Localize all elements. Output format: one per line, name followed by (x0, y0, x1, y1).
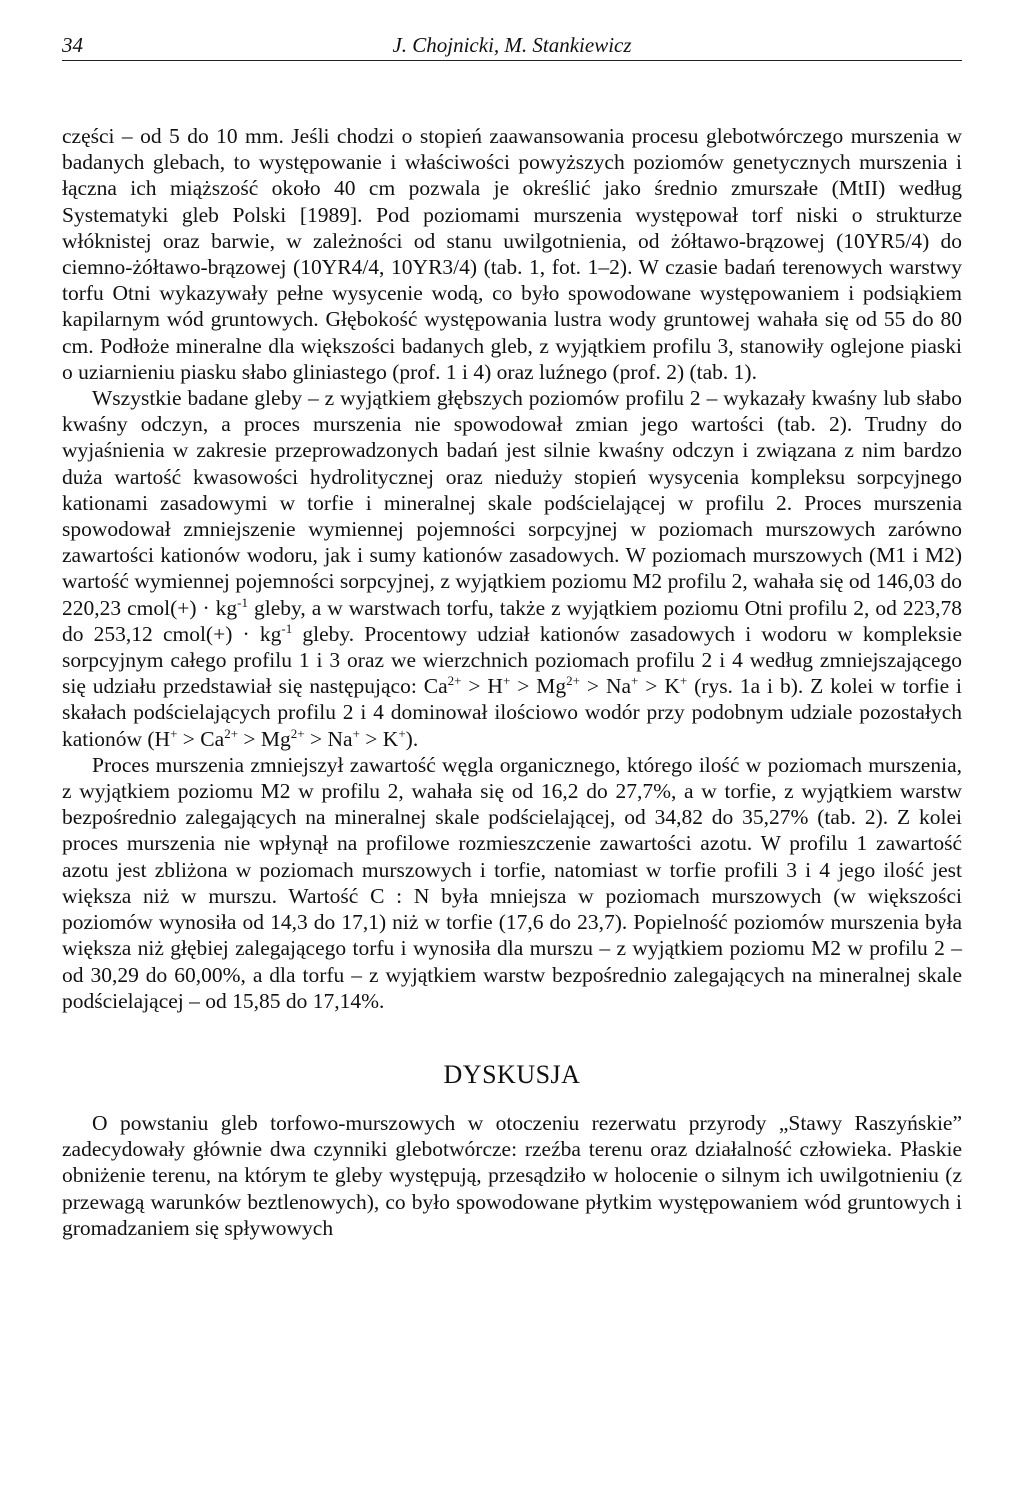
running-header (62, 30, 962, 61)
paragraph-2-part-l: > K (359, 726, 399, 751)
paragraph-4: O powstaniu gleb torfowo-murszowych w otoczeniu rezerwatu przyrody „Stawy Raszyńskie” zadecydowały głównie dwa czynniki glebotwórcze: rzeźba terenu oraz działalność człowieka. Płaskie obniżenie terenu, na którym te gleby występują, przesądziło w holocenie o silnym ich uwilgotnieniu (z przewagą warunków beztlenowych), co było spowodowane płytkim występowaniem wód gruntowych i gromadzaniem się spływowych (62, 1110, 962, 1240)
superscript-kg-1a: -1 (237, 594, 248, 610)
superscript-mg-charge: 2+ (566, 673, 580, 689)
superscript-mg-charge-2: 2+ (290, 725, 305, 741)
paragraph-2 (62, 385, 962, 752)
paragraph-2-part-j: > Mg (238, 726, 291, 751)
superscript-h-charge: + (502, 673, 511, 689)
superscript-ca-charge-2: 2+ (224, 725, 239, 741)
superscript-h-charge-2: + (170, 725, 178, 741)
paragraph-3: Proces murszenia zmniejszył zawartość węgla organicznego, którego ilość w poziomach murszenia, z wyjątkiem poziomu M2 w profilu 2, wahała się od 16,2 do 27,7%, a w torfie, z wyjątkiem warstw bezpośrednio zalegających na mineralnej skale podścielającej, od 34,82 do 35,27% (tab. 2). Z kolei proces murszenia nie wpłynął na profilowe rozmieszczenie zawartości azotu. W profilu 1 zawartość azotu jest zbliżona w poziomach murszowych i torfie, natomiast w torfie profili 3 i 4 jego ilość jest większa niż w murszu. Wartość C : N była mniejsza w poziomach murszowych (w większości poziomów wynosiła od 14,3 do 17,1) niż w torfie (17,6 do 23,7). Popielność poziomów murszenia była większa niż głębiej zalegającego torfu i wynosiła dla murszu – z wyjątkiem poziomu M2 w profilu 2 – od 30,29 do 60,00%, a dla torfu – z wyjątkiem warstw bezpośrednio zalegających na mineralnej skale podścielającej – od 15,85 do 17,14%. (62, 752, 962, 1013)
paragraph-2-part-e: > Mg (510, 674, 567, 699)
superscript-na-charge: + (631, 673, 639, 689)
paragraph-2-part-a: Wszystkie badane gleby – z wyjątkiem głębszych poziomów profilu 2 – wykazały kwaśny lub słabo kwaśny odczyn, a proces murszenia nie spowodował zmian jego wartości (tab. 2). Trudny do wyjaśnienia w zakresie przeprowadzonych badań jest silnie kwaśny odczyn i związana z nim bardzo duża wartość kwasowości hydrolitycznej oraz nieduży stopień wysycenia kompleksu sorpcyjnego kationami zasadowymi w torfie i mineralnej skale podścielającej w profilu 2. Proces murszenia spowodował zmniejszenie wymiennej pojemności sorpcyjnej w poziomach murszowych zarówno zawartości kationów wodoru, jak i sumy kationów zasadowych. W poziomach murszowych (M1 i M2) wartość wymiennej pojemności sorpcyjnej, z wyjątkiem poziomu M2 profilu 2, wahała się od 146,03 do 220,23 cmol(+) · kg (62, 386, 962, 620)
paragraph-2-part-i: > Ca (177, 726, 225, 751)
superscript-ca-charge: 2+ (447, 673, 462, 689)
body-text (62, 123, 962, 1241)
paragraph-2-part-b: gleby, a w warstwach torfu, także z wyjątkiem poziomu Otni profilu 2, od 223,78 do 253,12 cmol(+) · kg (62, 595, 962, 646)
page-number: 34 (62, 33, 83, 57)
paragraph-2-part-h: (rys. 1a i b). Z kolei w torfie i skałach podścielających profilu 2 i 4 dominował ilościowo wodór przy podobnym udziale pozostałych kationów (H (62, 674, 962, 751)
superscript-k-charge: + (679, 673, 688, 689)
superscript-k-charge-2: + (398, 725, 406, 741)
paragraph-2-part-g: > K (638, 674, 680, 699)
section-heading-dyskusja: DYSKUSJA (443, 1059, 581, 1089)
paragraph-2-part-c: gleby. Procentowy udział kationów zasadowych i wodoru w kompleksie sorpcyjnym całego profilu 1 i 3 oraz we wierzchnich poziomach profilu 2 i 4 według zmniejszającego się udziału przedstawiał się następująco: Ca (62, 621, 962, 699)
paragraph-1: części – od 5 do 10 mm. Jeśli chodzi o stopień zaawansowania procesu glebotwórczego murszenia w badanych glebach, to występowanie i właściwości powyższych poziomów genetycznych murszenia i łączna ich miąższość około 40 cm pozwala je określić jako średnio zmurszałe (MtII) według Systematyki gleb Polski [1989]. Pod poziomami murszenia występował torf niski o strukturze włóknistej oraz barwie, w zależności od stanu uwilgotnienia, od żółtawo-brązowej (10YR5/4) do ciemno-żółtawo-brązowej (10YR4/4, 10YR3/4) (tab. 1, fot. 1–2). W czasie badań terenowych warstwy torfu Otni wykazywały pełne wysycenie wodą, co było spowodowane występowaniem i podsiąkiem kapilarnym wód gruntowych. Głębokość występowania lustra wody gruntowej wahała się od 55 do 80 cm. Podłoże mineralne dla większości badanych gleb, z wyjątkiem profilu 3, stanowiły oglejone piaski o uziarnieniu piasku słabo gliniastego (prof. 1 i 4) oraz luźnego (prof. 2) (tab. 1). (62, 124, 962, 384)
paragraph-2-part-f: > Na (579, 674, 632, 699)
superscript-na-charge-2: + (352, 725, 360, 741)
paragraph-2-part-k: > Na (304, 726, 353, 751)
running-header-authors: J. Chojnicki, M. Stankiewicz (392, 33, 632, 57)
paragraph-2-part-m: ). (405, 726, 419, 751)
paragraph-2-part-d: > H (461, 674, 503, 699)
page (62, 30, 962, 1241)
superscript-kg-1b: -1 (281, 620, 293, 636)
